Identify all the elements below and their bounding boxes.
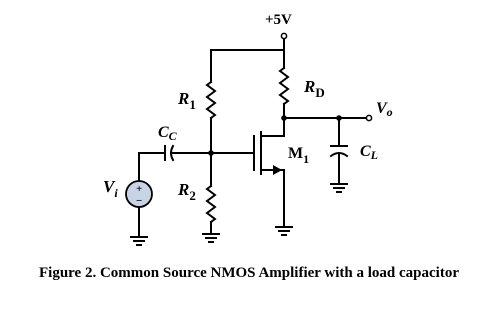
r1-label: $R_1$ [178,89,196,112]
vi-label: $V_i$ [103,177,118,200]
source-plus: + [136,183,143,195]
m1-label: $M_1$ [288,145,310,166]
r2-resistor [207,186,215,222]
output-terminal [366,115,371,120]
vo-label: Vo [376,100,393,119]
rd-label: $R_D$ [304,77,325,100]
r2-ground-icon [203,234,219,242]
supply-label: +5V [265,12,292,28]
source-ground-icon [276,227,292,235]
supply-terminal [281,33,286,38]
nmos-transistor-m1 [254,118,284,226]
r2-label: $R_2$ [178,180,196,203]
signal-source-vi [126,181,152,207]
cc-label: CC [158,124,177,143]
r1-resistor [207,82,215,118]
rd-resistor [280,68,288,104]
figure-caption: Figure 2. Common Source NMOS Amplifier with a load capacitor [39,265,459,281]
cl-ground-icon [331,184,347,192]
vi-ground-icon [131,237,147,245]
cl-label: CL [360,143,379,162]
source-minus: − [136,195,143,207]
